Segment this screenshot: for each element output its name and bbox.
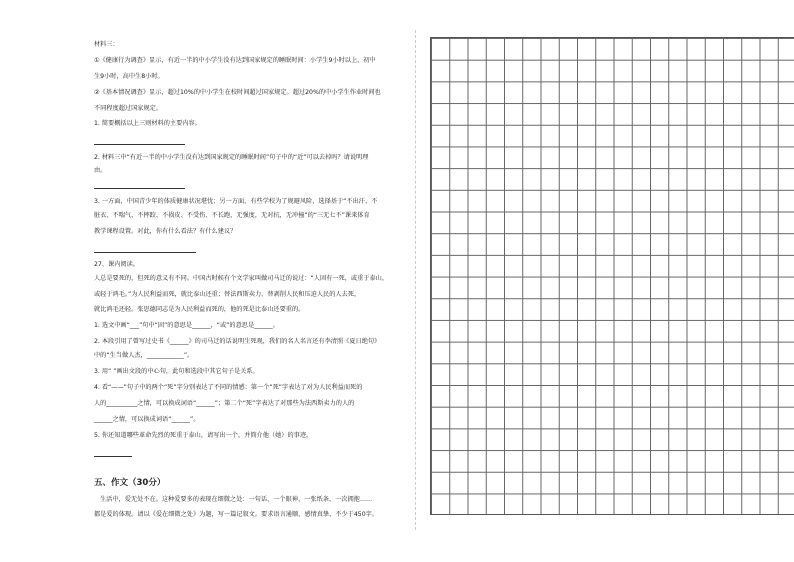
sub-question-2-line-2: 中的“生当做人杰，____________”。 <box>94 352 194 359</box>
passage-line-2: 或轻于鸿毛。”为人民利益而死，就比泰山还重；替法西斯卖力，替剥削人民和压迫人民的人去死， <box>94 291 361 298</box>
material-line-2: 生9小时，高中生8小时。 <box>94 73 164 80</box>
material-three-heading: 材料三： <box>94 41 119 48</box>
answer-line-1[interactable] <box>94 144 185 145</box>
passage-line-1: 人总是要死的，但死的意义有不同。中国古时候有个文学家叫做司马迁的说过：“人固有一死，或重于泰山， <box>94 275 389 282</box>
question-3-line-1: 3. 一方面，中国青少年的体质健康状况堪忧；另一方面，有些学校为了规避风险，选择基于“不出汗、不 <box>94 198 378 205</box>
passage-line-3: 就比鸿毛还轻。张思德同志是为人民利益而死的，他的死是比泰山还要重的。 <box>94 306 305 313</box>
sub-question-4-line-1: 4. 看“——”句子中的两个“死”字分别表达了不同的情感：第一个“死”字表达了对为人民利益而死的 <box>94 384 363 391</box>
page-divider <box>415 30 416 530</box>
answer-line-4[interactable] <box>94 456 132 457</box>
material-line-1: ①《健康行为调查》显示，有近一半的中小学生没有达到国家规定的睡眠时间：小学生9小时以上，初中 <box>94 57 376 64</box>
question-3-line-2: 脏衣、不喘气、不摔跤、不损皮、不受伤、不长跑，无强度，无对抗，无冲撞”的“三无七不”课来体育 <box>94 212 370 219</box>
writing-grid[interactable] <box>430 37 794 515</box>
sub-question-1: 1. 选文中画“___”句中“固”的意思是______，“或”的意思是______。 <box>94 322 279 329</box>
material-line-4: 不同程度超过国家规定。 <box>94 105 163 112</box>
answer-line-3[interactable] <box>94 252 196 253</box>
answer-line-2[interactable] <box>94 188 185 189</box>
sub-question-5: 5. 你还知道哪些革命先烈的死重于泰山，请写出一个，并简介他（她）的事迹。 <box>94 432 313 439</box>
question-2-line-1: 2. 材料三中“有近一半的中小学生没有达到国家规定的睡眠时间”句子中的“近”可以去掉吗？请说明理 <box>94 154 369 161</box>
composition-prompt-line-2: 都是爱的体现。请以《爱在细微之处》为题，写一篇记叙文。要求语言通顺，感情真挚，不少于450字。 <box>94 511 379 518</box>
composition-prompt-line-1: 生活中，爱无处不在。这种爱要多的表现在细微之处：一句话、一个眼神、一张纸条、一次拥抱…… <box>100 496 373 503</box>
section-title-composition: 五、作文（30分） <box>94 478 166 488</box>
sub-question-4-line-3: ______之情，可以换成词语“______”。 <box>94 416 200 423</box>
question-3-line-3: 教学课程设置。对此，你有什么看法？有什么建议？ <box>94 228 237 235</box>
sub-question-3: 3. 用“ ”画出文段的中心句，此句和选段中其它句子是关系。 <box>94 368 259 375</box>
sub-question-4-line-2: 人的__________之情，可以换成词语“______”；第二个“死”字表达了对那些为法西斯卖力的人的 <box>94 400 355 407</box>
sub-question-2-line-1: 2. 本段引用了曾写过史书《______》的司马迁的话说明生死观，我们的名人名言还有李清照《夏日绝句》 <box>94 338 381 345</box>
question-1: 1. 简要概括以上三则材料的主要内容。 <box>94 120 201 127</box>
question-27-heading: 27、课内阅读。 <box>94 261 139 268</box>
question-2-line-2: 由。 <box>94 167 107 174</box>
material-line-3: ②《基本情况调查》显示，超过10%的中小学生在校时间超过国家规定。超过20%的中小学生作业时间也 <box>94 89 381 96</box>
